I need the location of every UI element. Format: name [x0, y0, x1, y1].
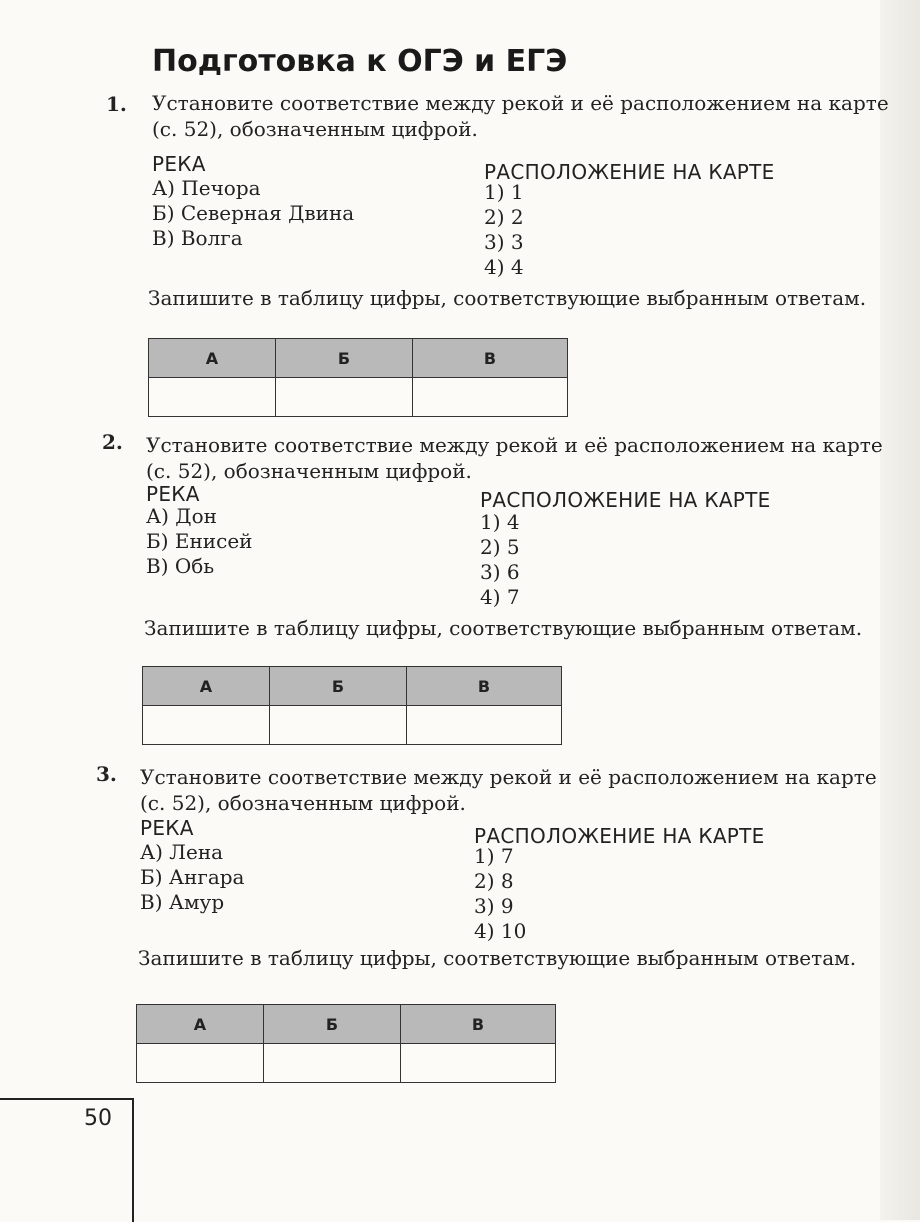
task-prompt: Установите соответствие между рекой и её расположением на карте (с. 52), обозначенным цифрой. [140, 765, 877, 815]
river-item: В) Амур [140, 890, 225, 914]
answer-cell-a[interactable] [137, 1044, 264, 1083]
location-option: 4) 7 [480, 585, 520, 609]
answer-table-header: В [407, 667, 562, 706]
location-option: 4) 4 [484, 255, 524, 279]
river-item: Б) Северная Двина [152, 201, 355, 225]
location-option: 4) 10 [474, 919, 527, 943]
answer-table [142, 666, 562, 745]
location-option: 1) 1 [484, 180, 524, 204]
answer-cell-v[interactable] [401, 1044, 556, 1083]
answer-table-header: А [143, 667, 270, 706]
location-options [480, 510, 520, 610]
answer-cell-v[interactable] [407, 706, 562, 745]
river-item: Б) Ангара [140, 865, 245, 889]
river-item: А) Печора [152, 176, 261, 200]
river-column-header: РЕКА [152, 152, 206, 176]
location-option: 2) 8 [474, 869, 514, 893]
answer-table-header: Б [270, 667, 407, 706]
task-prompt: Установите соответствие между рекой и её расположением на карте (с. 52), обозначенным цифрой. [152, 91, 889, 141]
river-item: Б) Енисей [146, 529, 253, 553]
answer-table-header: А [149, 339, 276, 378]
page-number: 50 [84, 1106, 112, 1131]
location-option: 1) 4 [480, 510, 520, 534]
page-number-box [0, 1098, 134, 1222]
answer-table-header: В [413, 339, 568, 378]
location-option: 2) 5 [480, 535, 520, 559]
answer-table-header: А [137, 1005, 264, 1044]
answer-cell-b[interactable] [264, 1044, 401, 1083]
river-column-header: РЕКА [140, 816, 194, 840]
river-list [140, 840, 244, 915]
table-instruction: Запишите в таблицу цифры, соответствующие выбранным ответам. [144, 616, 863, 640]
river-item: А) Лена [140, 840, 224, 864]
location-option: 3) 9 [474, 894, 514, 918]
location-options [484, 180, 524, 280]
table-instruction: Запишите в таблицу цифры, соответствующие выбранным ответам. [138, 946, 857, 970]
location-column-header: РАСПОЛОЖЕНИЕ НА КАРТЕ [474, 824, 765, 848]
answer-table [136, 1004, 556, 1083]
river-item: А) Дон [146, 504, 217, 528]
river-item: В) Волга [152, 226, 243, 250]
answer-cell-b[interactable] [270, 706, 407, 745]
location-options [474, 844, 526, 944]
answer-cell-b[interactable] [276, 378, 413, 417]
task-number: 2. [102, 430, 123, 454]
task-3 [0, 760, 920, 1090]
location-option: 3) 6 [480, 560, 520, 584]
task-prompt: Установите соответствие между рекой и её расположением на карте (с. 52), обозначенным цифрой. [146, 433, 883, 483]
river-list [152, 176, 354, 251]
task-1 [0, 86, 920, 416]
location-option: 3) 3 [484, 230, 524, 254]
task-number: 3. [96, 762, 117, 786]
river-item: В) Обь [146, 554, 215, 578]
answer-cell-a[interactable] [149, 378, 276, 417]
location-column-header: РАСПОЛОЖЕНИЕ НА КАРТЕ [480, 488, 771, 512]
answer-table-header: Б [264, 1005, 401, 1044]
river-list [146, 504, 252, 579]
answer-cell-a[interactable] [143, 706, 270, 745]
task-number: 1. [106, 92, 127, 116]
answer-cell-v[interactable] [413, 378, 568, 417]
page-title: Подготовка к ОГЭ и ЕГЭ [152, 44, 568, 79]
answer-table-header: Б [276, 339, 413, 378]
river-column-header: РЕКА [146, 482, 200, 506]
task-2 [0, 426, 920, 756]
answer-table-header: В [401, 1005, 556, 1044]
location-column-header: РАСПОЛОЖЕНИЕ НА КАРТЕ [484, 160, 775, 184]
answer-table [148, 338, 568, 417]
location-option: 1) 7 [474, 844, 514, 868]
location-option: 2) 2 [484, 205, 524, 229]
table-instruction: Запишите в таблицу цифры, соответствующие выбранным ответам. [148, 286, 867, 310]
